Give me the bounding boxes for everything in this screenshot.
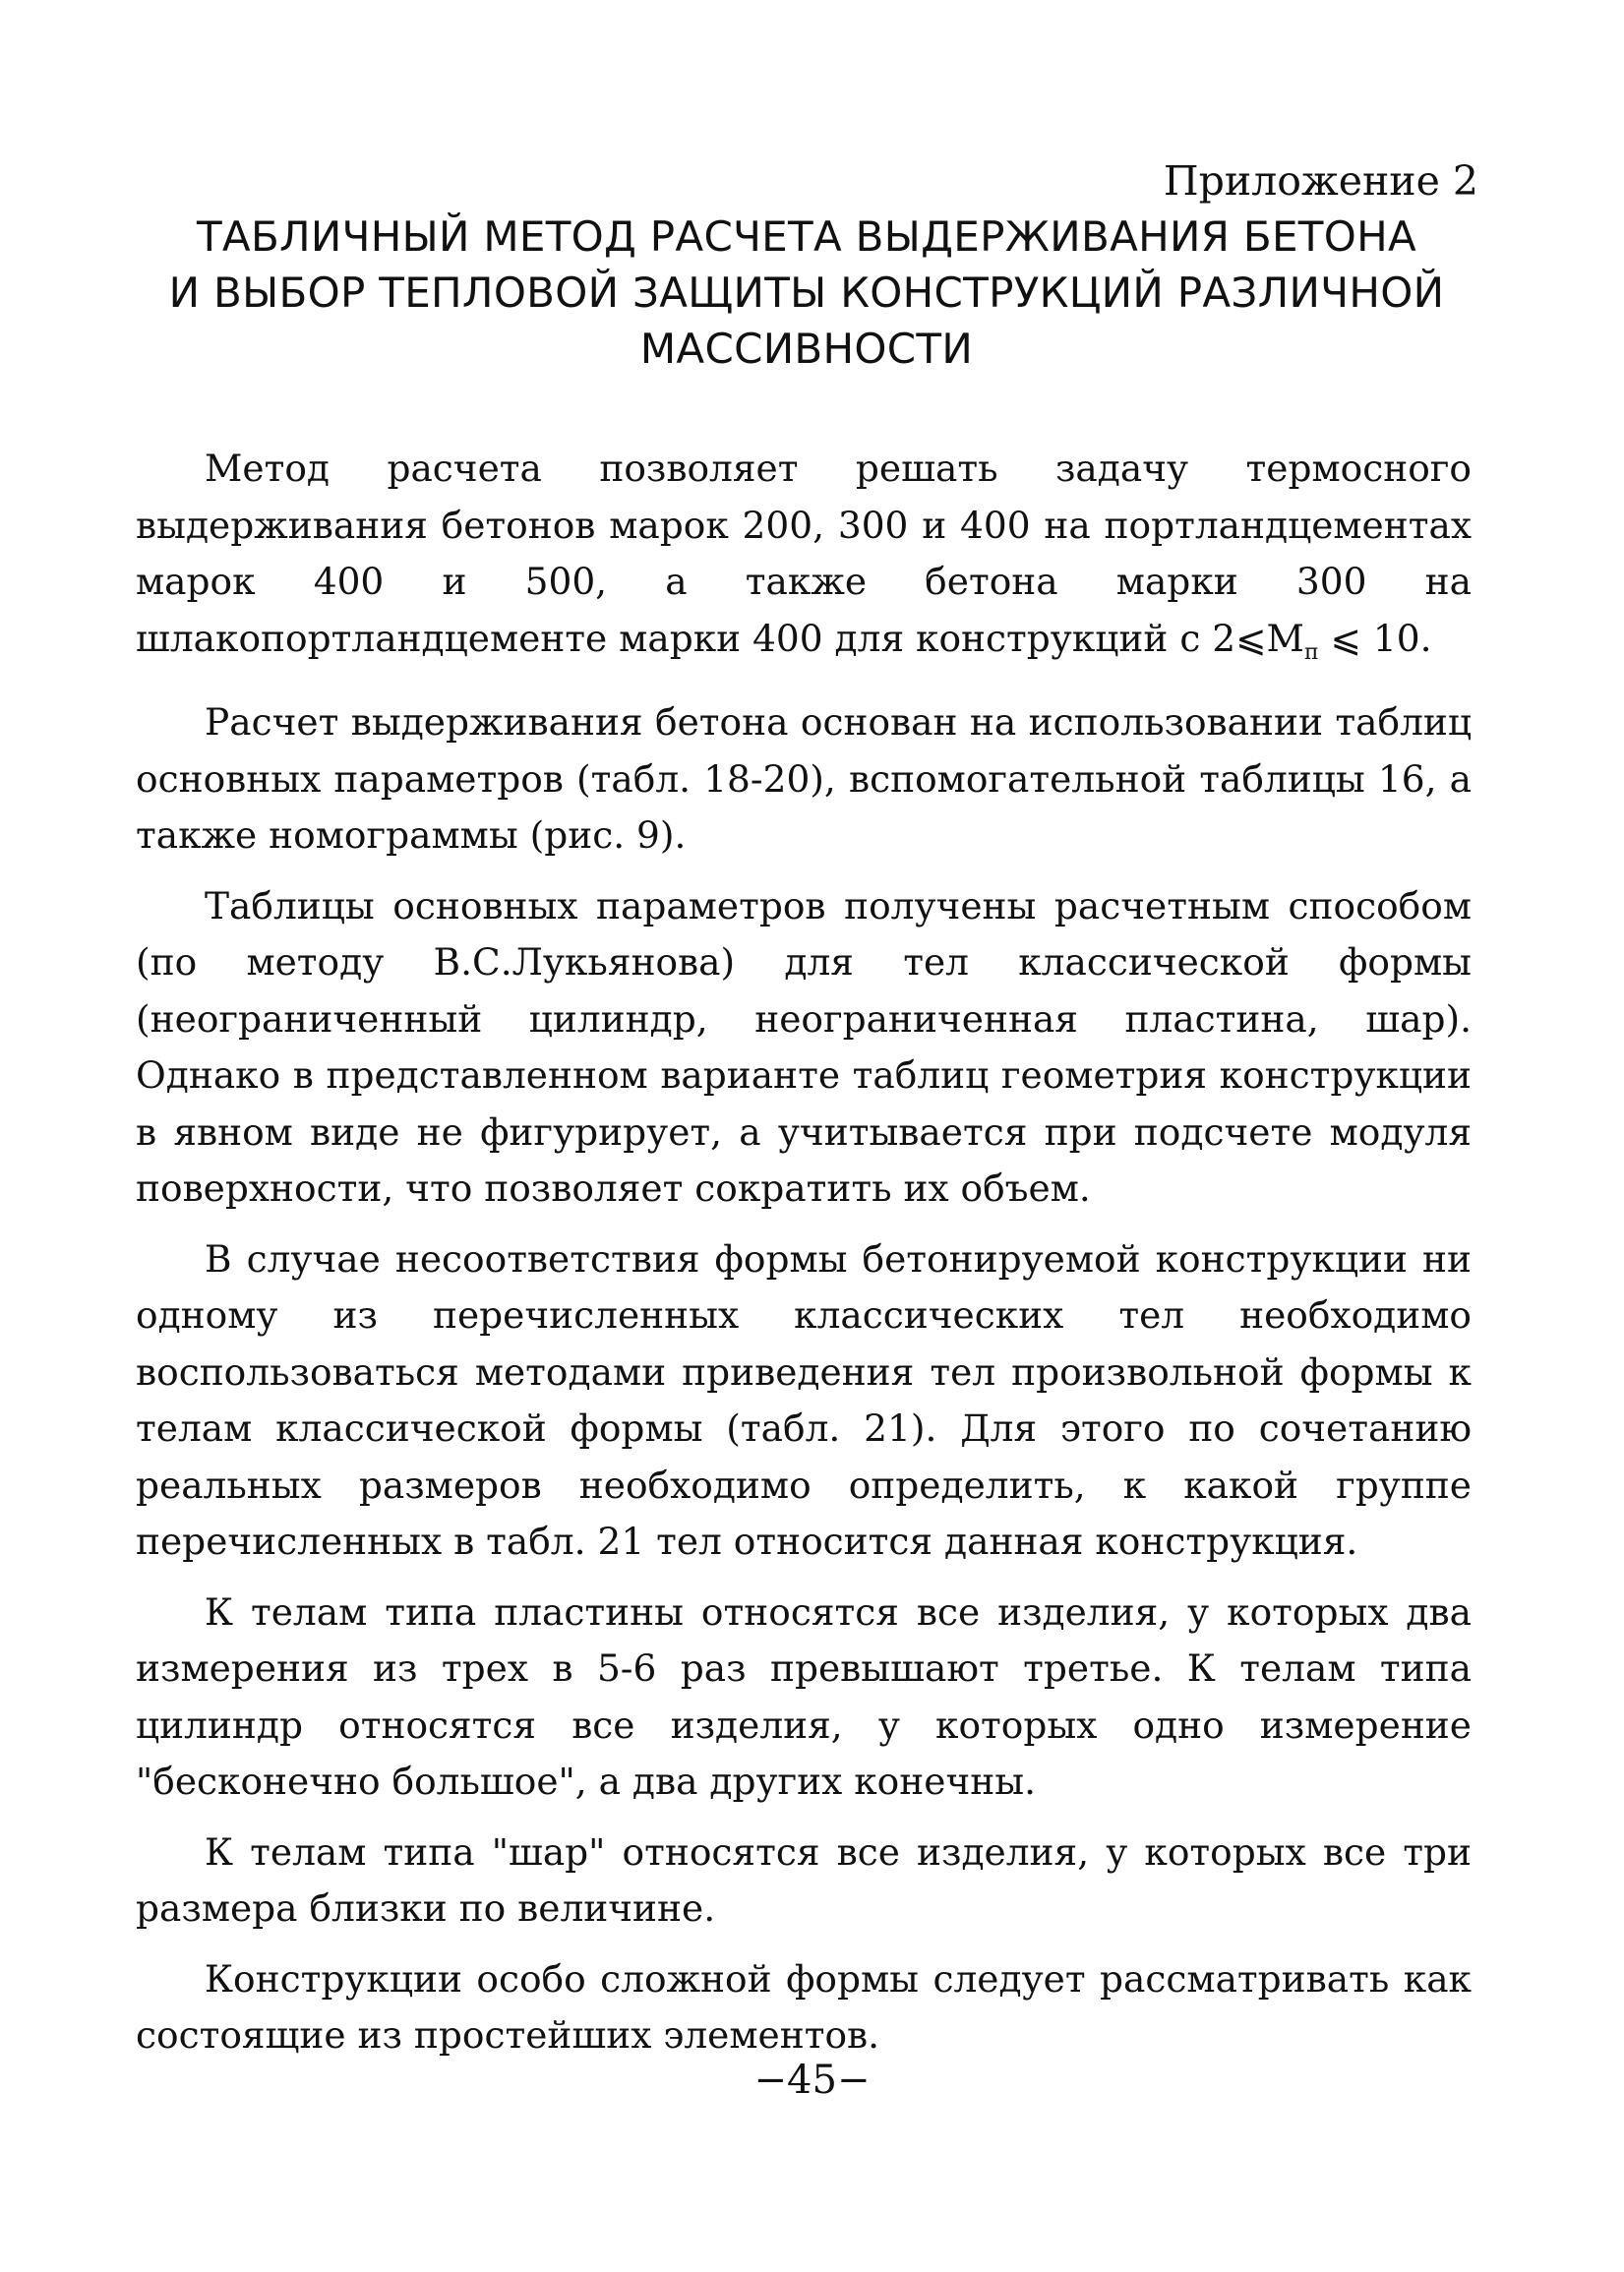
formula-subscript: п [1303,639,1319,665]
paragraph-complex-shapes: Конструкции особо сложной формы следует рассматривать как состоящие из простейших элементов. [136,1956,1472,2057]
paragraph-calculation-basis: Расчет выдерживания бетона основан на использовании таблиц основных параметров (табл. 18-20), вспомогательной таблицы 16, а также номограммы (рис. 9). [136,700,1472,857]
title-line-3: МАССИВНОСТИ [639,325,974,373]
appendix-label: Приложение 2 [1163,157,1478,205]
page-number: −45− [753,2058,871,2103]
paragraph-plate-cylinder: К телам типа пластины относятся все изделия, у которых два измерения из трех в 5-6 раз превышают третье. К телам типа цилиндр относятся все изделия, у которых одно измерение "бесконечно большое", а два других конечны. [136,1589,1472,1803]
formula-left: 2⩽M [1212,616,1304,660]
surface-modulus-formula [1212,616,1432,665]
formula-right: ⩽ 10. [1318,616,1432,660]
paragraph-shape-mismatch: В случае несоответствия формы бетонируемой конструкции ни одному из перечисленных классических тел необходимо воспользоваться методами приведения тел произвольной формы к телам классической формы (табл. 21). Для этого по сочетанию реальных размеров необходимо определить, к какой группе перечисленных в табл. 21 тел относится данная конструкция. [136,1236,1472,1563]
paragraph-method-scope-text: Метод расчета позволяет решать задачу термосного выдерживания бетонов марок 200, 300 и 400 на портландцементах марок 400 и 500, а также бетона марки 300 на шлакопортландцементе марки 400 для конструкций с [136,447,1472,660]
paragraph-method-scope [136,441,1472,681]
document-title [98,209,1515,377]
body-text [136,441,1472,2078]
title-line-1: ТАБЛИЧНЫЙ МЕТОД РАСЧЕТА ВЫДЕРЖИВАНИЯ БЕТОНА [196,212,1417,261]
paragraph-tables-origin: Таблицы основных параметров получены расчетным способом (по методу В.С.Лукьянова) для тел классической формы (неограниченный цилиндр, неограниченная пластина, шар). Однако в представленном варианте таблиц геометрия конструкции в явном виде не фигурирует, а учитывается при подсчете модуля поверхности, что позволяет сократить их объем. [136,883,1472,1210]
title-line-2: И ВЫБОР ТЕПЛОВОЙ ЗАЩИТЫ КОНСТРУКЦИЙ РАЗЛИЧНОЙ [168,269,1445,317]
paragraph-sphere: К телам типа "шар" относятся все изделия, у которых все три размера близки по величине. [136,1829,1472,1930]
